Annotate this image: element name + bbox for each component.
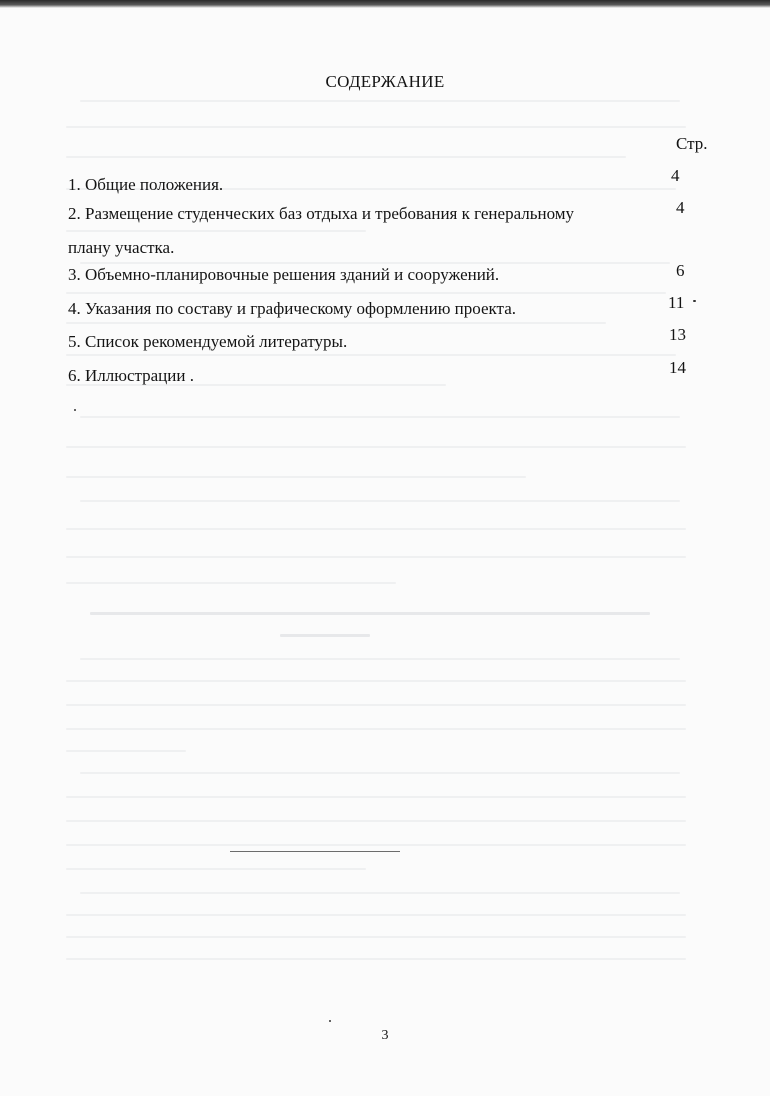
- ink-speck: [329, 1020, 331, 1022]
- ink-speck: [693, 300, 696, 302]
- toc-entry-1: 1. Общие положения.: [68, 175, 224, 194]
- toc-entry-3: 3. Объемно-планировочные решения зданий и сооружений.: [68, 265, 500, 284]
- toc-entry-2: 2. Размещение студенческих баз отдыха и требования к генеральному: [68, 204, 575, 223]
- toc-entry-2-continued: плану участка.: [68, 238, 175, 257]
- ink-speck: [74, 409, 76, 411]
- toc-entry-6: 6. Иллюстрации .: [68, 366, 194, 385]
- toc-page-3: 6: [676, 261, 685, 280]
- toc-page-2: 4: [676, 198, 685, 217]
- toc-page-1: 4: [671, 166, 680, 185]
- page-column-label: Стр.: [676, 134, 708, 153]
- footnote-rule: [230, 851, 400, 852]
- toc-page-5: 13: [669, 325, 686, 344]
- page-number: 3: [381, 1028, 389, 1043]
- toc-page-6: 14: [669, 358, 686, 377]
- toc-entry-4: 4. Указания по составу и графическому оформлению проекта.: [68, 299, 516, 318]
- toc-entry-5: 5. Список рекомендуемой литературы.: [68, 332, 348, 351]
- toc-page-4: 11: [668, 293, 685, 312]
- page-title: СОДЕРЖАНИЕ: [325, 72, 445, 91]
